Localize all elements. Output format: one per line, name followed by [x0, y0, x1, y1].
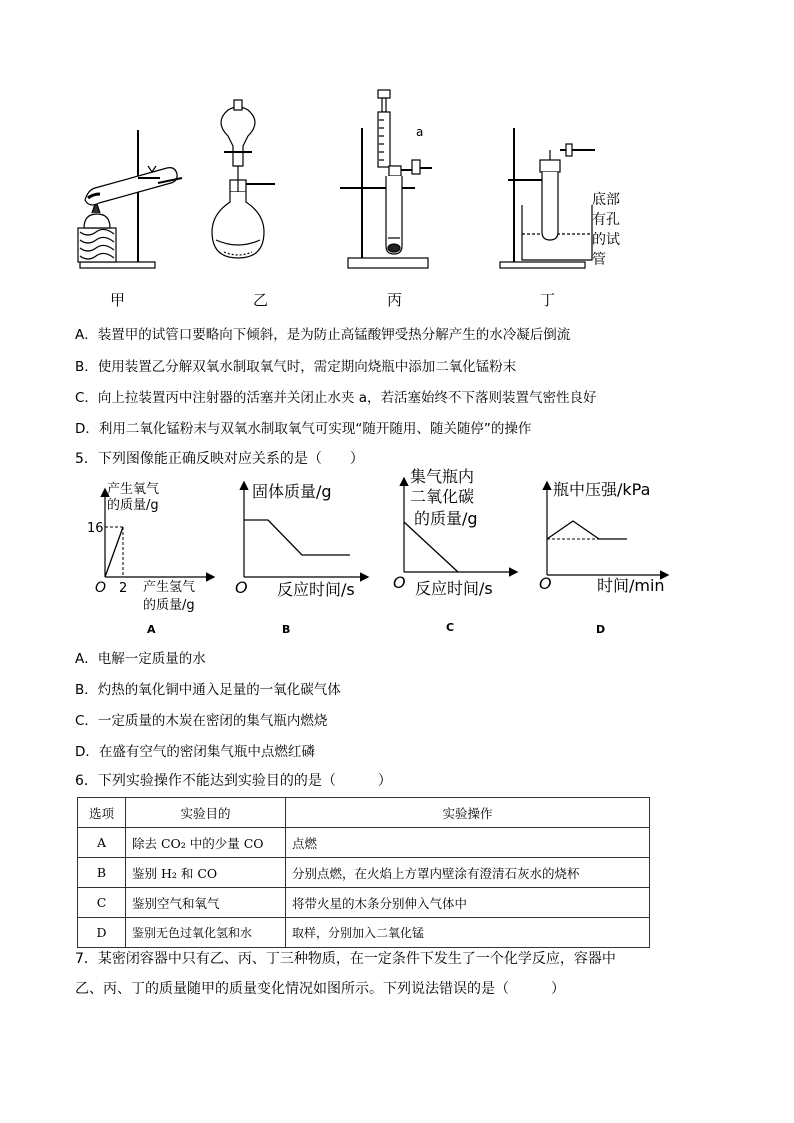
- graph-b-label: B: [282, 623, 291, 636]
- q7-line-1: 7．某密闭容器中只有乙、丙、丁三种物质，在一定条件下发生了一个化学反应，容器中: [75, 951, 616, 967]
- graph-b-line: [244, 520, 350, 555]
- apparatus-ding: [500, 128, 595, 268]
- graph-b-ylabel: 固体质量/g: [252, 482, 332, 501]
- graph-c-line: [404, 522, 458, 572]
- q4-option-b: B．使用装置乙分解双氧水制取氧气时，需定期向烧瓶中添加二氧化锰粉末: [75, 359, 517, 375]
- graph-a: [85, 475, 225, 620]
- apparatus-bing: [340, 90, 432, 268]
- table-header: 实验目的: [126, 798, 286, 828]
- clamp-label-a: a: [416, 125, 424, 139]
- table-cell: 取样，分别加入二氧化锰: [286, 918, 650, 948]
- apparatus-label-jia: 甲: [110, 291, 126, 309]
- graph-c-xlabel: 反应时间/s: [415, 579, 493, 598]
- apparatus-label-ding: 丁: [540, 291, 556, 309]
- q4-option-a: A．装置甲的试管口要略向下倾斜，是为防止高锰酸钾受热分解产生的水冷凝后倒流: [75, 327, 571, 343]
- graph-a-ylabel-1: 产生氧气: [107, 482, 160, 497]
- table-row: [78, 858, 650, 888]
- graph-a-label: A: [147, 623, 156, 636]
- apparatus-figure: [70, 80, 630, 280]
- q7-line-2: 乙、丙、丁的质量随甲的质量变化情况如图所示。下列说法错误的是（ ）: [75, 981, 565, 997]
- graph-a-xlabel-2: 的质量/g: [143, 598, 195, 613]
- graph-a-ylabel-2: 的质量/g: [107, 498, 159, 513]
- graph-b-xlabel: 反应时间/s: [277, 580, 355, 599]
- graph-d-origin: O: [539, 574, 552, 593]
- apparatus-label-bing: 丙: [387, 291, 403, 309]
- table-header-row: [78, 798, 650, 828]
- graph-a-xlabel-1: 产生氢气: [143, 580, 196, 595]
- apparatus-label-yi: 乙: [253, 291, 269, 309]
- table-cell: 将带火星的木条分别伸入气体中: [286, 888, 650, 918]
- q5-option-d: D．在盛有空气的密闭集气瓶中点燃红磷: [75, 744, 315, 760]
- q5-stem: 5．下列图像能正确反映对应关系的是（ ）: [75, 451, 364, 467]
- ding-note-line: 的试: [592, 232, 620, 248]
- table-cell: C: [78, 888, 126, 918]
- graph-a-ytick: 16: [87, 521, 104, 536]
- table-cell: A: [78, 828, 126, 858]
- graph-c-ylabel-2: 二氧化碳: [410, 487, 475, 506]
- graph-a-xtick: 2: [119, 581, 128, 596]
- table-row: [78, 888, 650, 918]
- table-row: [78, 828, 650, 858]
- graph-c-ylabel-1: 集气瓶内: [410, 467, 475, 486]
- graph-d-xlabel: 时间/min: [597, 576, 665, 595]
- graph-d: [537, 475, 677, 620]
- q5-option-c: C．一定质量的木炭在密闭的集气瓶内燃烧: [75, 713, 328, 729]
- q5-option-b: B．灼热的氧化铜中通入足量的一氧化碳气体: [75, 682, 341, 698]
- table-cell: 鉴别 H₂ 和 CO: [126, 858, 286, 888]
- table-header: 实验操作: [286, 798, 650, 828]
- table-cell: B: [78, 858, 126, 888]
- graph-d-ylabel: 瓶中压强/kPa: [553, 480, 651, 499]
- graph-a-origin: O: [95, 580, 107, 596]
- table-cell: 分别点燃，在火焰上方罩内壁涂有澄清石灰水的烧杯: [286, 858, 650, 888]
- q6-table: [77, 797, 650, 948]
- table-cell: 除去 CO₂ 中的少量 CO: [126, 828, 286, 858]
- table-cell: 鉴别无色过氧化氢和水: [126, 918, 286, 948]
- table-cell: D: [78, 918, 126, 948]
- graph-c-ylabel-3: 的质量/g: [414, 509, 478, 528]
- graph-d-label: D: [596, 623, 606, 636]
- graph-a-line: [105, 527, 123, 577]
- apparatus-yi: [212, 100, 275, 258]
- graph-c: [390, 464, 525, 614]
- q4-option-c: C．向上拉装置丙中注射器的活塞并关闭止水夹 a，若活塞始终不下落则装置气密性良好: [75, 390, 597, 406]
- table-header: 选项: [78, 798, 126, 828]
- ding-note-line: 底部: [592, 192, 620, 208]
- graph-b-origin: O: [235, 578, 248, 597]
- ding-note-line: 有孔: [592, 212, 620, 228]
- graph-b: [232, 475, 377, 620]
- table-cell: 点燃: [286, 828, 650, 858]
- table-cell: 鉴别空气和氧气: [126, 888, 286, 918]
- ding-note-line: 管: [592, 252, 606, 268]
- ding-annotation: [592, 190, 620, 270]
- graph-c-label: C: [446, 621, 455, 634]
- apparatus-jia: [78, 130, 182, 268]
- graph-c-origin: O: [393, 573, 406, 592]
- graph-d-line: [547, 521, 627, 539]
- q6-stem: 6．下列实验操作不能达到实验目的的是（ ）: [75, 773, 392, 789]
- table-row: [78, 918, 650, 948]
- q5-option-a: A．电解一定质量的水: [75, 651, 206, 667]
- q4-option-d: D．利用二氧化锰粉末与双氧水制取氧气可实现“随开随用、随关随停”的操作: [75, 421, 532, 437]
